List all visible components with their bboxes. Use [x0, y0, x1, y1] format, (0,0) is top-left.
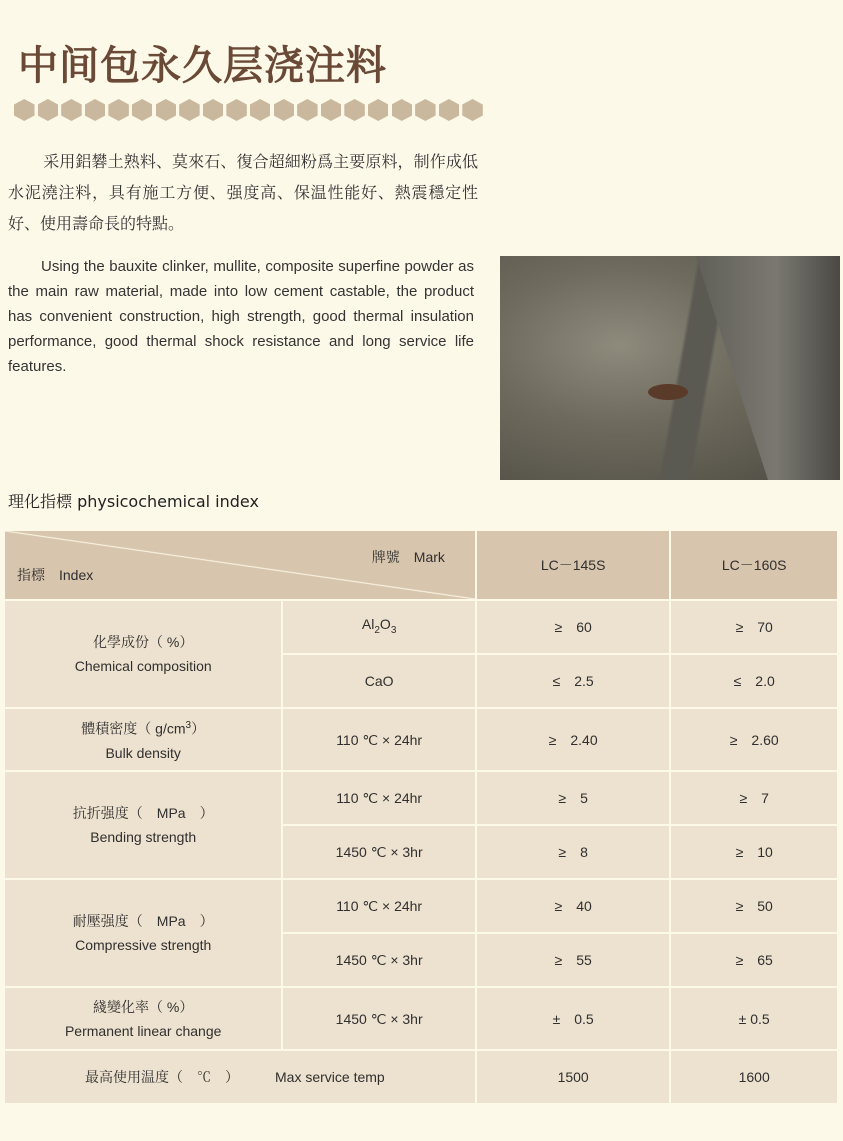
value: 1600	[670, 1050, 838, 1104]
condition: $Al_2O_3$	[282, 600, 476, 654]
value: ≥ 2.60	[670, 708, 838, 771]
value: ± 0.5	[476, 987, 670, 1050]
table-header-row	[4, 530, 838, 600]
value: ≥ 7	[670, 771, 838, 825]
condition: 110 ℃ × 24hr	[282, 879, 476, 933]
product-photo	[500, 256, 840, 480]
product-header: LC－160S	[670, 530, 838, 600]
header-mark: 牌號 Mark	[371, 549, 445, 565]
description-chinese: 采用鋁礬土熟料、莫來石、復合超細粉爲主要原料，制作成低水泥澆注料，具有施工方便、强度高、保温性能好、熱震穩定性好、使用壽命長的特點。	[8, 152, 478, 233]
header-diagonal-cell	[4, 530, 476, 600]
value: ≥ 5	[476, 771, 670, 825]
hexagon-icon	[226, 99, 247, 121]
table-row	[4, 708, 838, 771]
hexagon-icon	[392, 99, 413, 121]
value: ≤ 2.0	[670, 654, 838, 708]
value: ≥ 55	[476, 933, 670, 987]
value: ≥ 10	[670, 825, 838, 879]
value: ± 0.5	[670, 987, 838, 1050]
table-row	[4, 600, 838, 654]
hexagon-icon	[85, 99, 106, 121]
condition: 1450 ℃ × 3hr	[282, 933, 476, 987]
value: ≥ 2.40	[476, 708, 670, 771]
value: 1500	[476, 1050, 670, 1104]
condition: 1450 ℃ × 3hr	[282, 825, 476, 879]
value: ≥ 50	[670, 879, 838, 933]
hexagon-icon	[132, 99, 153, 121]
page-title: 中间包永久层浇注料	[18, 43, 387, 89]
header-index: 指標 Index	[17, 567, 94, 583]
hexagon-icon	[250, 99, 271, 121]
section-title: 理化指標 physicochemical index	[8, 492, 259, 511]
description-english: Using the bauxite clinker, mullite, composite superfine powder as the main raw material, made into low cement castable, the product has convenient construction, high strength, good thermal insulation performance, good thermal shock resistance and long service life features.	[8, 258, 474, 375]
hexagon-icon	[156, 99, 177, 121]
row-label: 化學成份（ %） Chemical composition	[4, 600, 282, 708]
hexagon-icon	[14, 99, 35, 121]
value: ≥ 60	[476, 600, 670, 654]
hexagon-icon	[274, 99, 295, 121]
table-row	[4, 987, 838, 1050]
hexagon-icon	[179, 99, 200, 121]
hexagon-icon	[415, 99, 436, 121]
hexagon-icon	[321, 99, 342, 121]
hexagon-icon	[203, 99, 224, 121]
hexagon-icon	[38, 99, 59, 121]
hexagon-icon	[61, 99, 82, 121]
value: ≥ 70	[670, 600, 838, 654]
value: ≥ 40	[476, 879, 670, 933]
row-label: 最高使用温度（ ℃ ） Max service temp	[4, 1050, 476, 1104]
hexagon-icon	[108, 99, 129, 121]
table-row	[4, 771, 838, 825]
spec-table	[3, 529, 839, 1105]
condition: 1450 ℃ × 3hr	[282, 987, 476, 1050]
row-label: 體積密度（ $g/cm^3$） Bulk density	[4, 708, 282, 771]
row-label: 綫變化率（ %） Permanent linear change	[4, 987, 282, 1050]
hexagon-icon	[344, 99, 365, 121]
condition: 110 ℃ × 24hr	[282, 708, 476, 771]
value: ≤ 2.5	[476, 654, 670, 708]
row-label: 耐壓强度（ MPa ） Compressive strength	[4, 879, 282, 987]
table-row	[4, 1050, 838, 1104]
row-label: 抗折强度（ MPa ） Bending strength	[4, 771, 282, 879]
value: ≥ 8	[476, 825, 670, 879]
hexagon-icon	[439, 99, 460, 121]
product-header: LC－145S	[476, 530, 670, 600]
hexagon-icon	[462, 99, 483, 121]
condition: 110 ℃ × 24hr	[282, 771, 476, 825]
table-row	[4, 879, 838, 933]
hexagon-divider	[14, 99, 483, 121]
value: ≥ 65	[670, 933, 838, 987]
hexagon-icon	[297, 99, 318, 121]
hexagon-icon	[368, 99, 389, 121]
condition: CaO	[282, 654, 476, 708]
